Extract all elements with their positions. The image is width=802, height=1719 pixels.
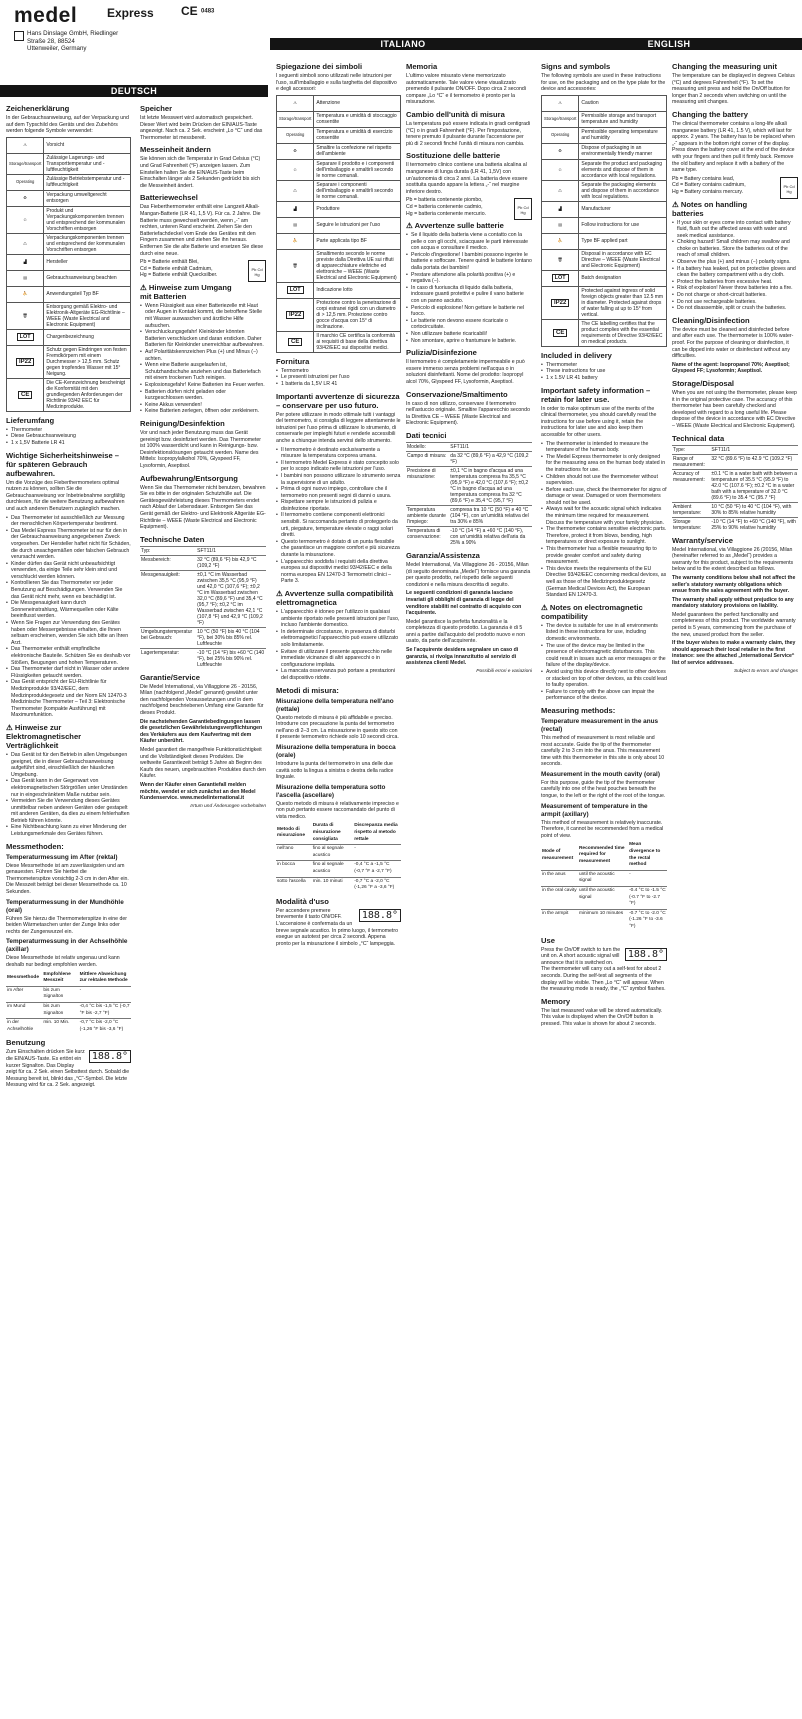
weee-bin-icon: 🗑: [277, 249, 314, 282]
table-row: Type: SFT11/1: [672, 445, 798, 454]
battery-bin-icon: Pb Cd Hg: [514, 198, 532, 220]
table-row: Temperatura di conservazione: -10 °C (14 °F) a +60 °C (140 °F), con un'umidità relativa dell'aria da 25% a 90%: [406, 526, 532, 547]
brand-logo: medel: [14, 4, 78, 27]
en-column-1: Signs and symbols The following symbols are used in these instructions for use, on the packaging and on the type plate for the device and accessories: ⚠ Caution Storage/transport Permissible storage and transport temperature and humidity Operating Permissible operating temperature and humidity ♻ Dispose of packaging in an environmentally friendly manner ♲ Separate the product and packaging elements and dispose of them in accordance with local regulations. ♺ Separate the packaging elements and dispose of them in accordance with local regulations. ▟ Manufacturer ▤ Follow instructions for use ⛹ Type BF applied part 🗑 Disposal in accordance with EC Directive – WEEE (Waste Electrical and Electronic Equipment) LOT Batch designation IP22 Protected against ingress of solid foreign objects greater than 12.5 mm in diameter. Protected against drops of water falling at up to 15° from vertical. CE The CE labelling certifies that the product complies with the essential requirements of Directive 93/42/EEC on medical products. Included in delivery • Thermometer • These instructions for use • 1 x 1.5V LR 41 battery Important safety information – retain for later use. In order to make optimum use of the merits of the clinical thermometer, you should carefully read the instructions for use before using it, retain the instructions for later use and also keep them accessible for other users. • The thermometer is intended to measure the temperature of the human body. • The Medel Express thermometer is only designed for the measuring area on the human body stated in the instructions for use. • Children should not use the thermometer without supervision. • Before each use, check the thermometer for signs of damage or wear. Damaged or worn thermometers should not be used. • Always wait for the acoustic signal which indicates the minimum time required for measurement. Discuss the temperature with your family physician. • The thermometer contains sensitive electronic parts. Therefore, protect it from blows, bending, high temperatures or direct exposure to sunlight. • This thermometer has a flexible measuring tip to provide greater comfort and safety during measurement. • This device meets the requirements of the EU Directive 93/42/EEC concerning medical devices, as well as those of the Medizinproduktegesetz (German Medical Devices Act), the European Standard EN 12470-3. ⚠ Notes on electromagnetic compatibility • The device is suitable for use in all environments listed in these instructions for use, including domestic environments. • The use of the device may be limited in the presence of electromagnetic disturbances. This could result in issues such as error messages or the failure of the display/device. • Avoid using this device directly next to other devices or stacked on top of other devices, as this could lead to faulty operation. • Failure to comply with the above can impair the performance of the device. Measuring methods: Temperature measurement in the anus (rectal) This method of measurement is most reliable and most accurate. Guide the tip of the thermometer carefully 2 to 3 cm into the anus. This measurement time with this thermometer in this site is only about 10 seconds. Measurement in the mouth cavity (oral) For this purpose, guide the tip of the thermometer carefully into one of the heat pouches beneath the tongue, to the left or the right of the root of the tongue. Measurement of temperature in the armpit (axillary) This method of measurement is relatively inaccurate. Therefore, it cannot be recommended from a medical point of view. Mode of measurement Recommended time required for measurement Mean divergence to the rectal method in the anus until the acoustic signal - in the oral cavity until the acoustic signal -0.4 °C to -1.5 °C (-0.7 °F to -2.7 °F) in the armpit minimum 10 minutes -0.7 °C to -2.0 °C (-1.26 °F to -3.6 °F) Use 188.8° Press the On/Off switch to turn the unit on. A short acoustic signal will announce that it is switched on. The thermometer will carry out a self-test for about 2 seconds. During the self-test all segments of the display will be visible. Then „Lo °C“ will appear. When the measuring mode is ready, the „°C“ symbol flashes. Memory The last measured value will be stored automatically. This value is displayed when the On/Off button is pressed. This value is shown for about 2 seconds.: [541, 58, 667, 1698]
ce-mark: CE 0483: [181, 4, 215, 18]
symbols-table: ⚠ Attenzione Storage/transport Temperatura e umidità di stoccaggio consentite Operating Temperatura e umidità di esercizio consentite ♻ Smaltire la confezione nel rispetto dell'ambiente ♲ Separare il prodotto e i componenti dell'imballaggio e smaltirli secondo le norme comunali. ♺ Separare i componenti dell'imballaggio e smaltirli secondo le norme comunali. ▟ Produttore ▤ Seguire le istruzioni per l'uso ⛹ Parte applicata tipo BF 🗑 Smaltimento secondo le norme previste dalla Direttiva UE sui rifiuti di apparecchiature elettriche ed elettroniche – WEEE (Waste Electrical and Electronic Equipment) LOT Indicazione lotto IP22 Protezione contro la penetrazione di corpi estranei rigidi con un diametro di > 12,5 mm. Protezione contro gocce d'acqua con 15° di inclinazione. CE Il marchio CE certifica la conformità ai requisiti di base della direttiva 93/42/EEC sui dispositivi medici.: [276, 95, 401, 353]
lot-icon: LOT: [542, 270, 579, 286]
symbols-table: ⚠ Caution Storage/transport Permissible storage and transport temperature and humidity Operating Permissible operating temperature and humidity ♻ Dispose of packaging in an environmentally friendly manner ♲ Separate the product and packaging elements and dispose of them in accordance with local regulations. ♺ Separate the packaging elements and dispose of them in accordance with local regulations. ▟ Manufacturer ▤ Follow instructions for use ⛹ Type BF applied part 🗑 Disposal in accordance with EC Directive – WEEE (Waste Electrical and Electronic Equipment) LOT Batch designation IP22 Protected against ingress of solid foreign objects greater than 12.5 mm in diameter. Protected against drops of water falling at up to 15° from vertical. CE The CE labelling certifies that the product complies with the essential requirements of Directive 93/42/EEC on medical products.: [541, 95, 667, 347]
measurement-table: Mode of measurement Recommended time required for measurement Mean divergence to the rectal method in the anus until the acoustic signal - in the oral cavity until the acoustic signal -0.4 °C to -1.5 °C (-0.7 °F to -2.7 °F) in the armpit minimum 10 minutes -0.7 °C to -2.0 °C (-1.26 °F to -3.6 °F): [541, 841, 667, 931]
operating-temp-icon: Operating: [277, 127, 314, 143]
lot-icon: LOT: [7, 329, 44, 345]
ip-icon: IP22: [7, 345, 44, 378]
table-row: Campo di misura: da 32 °C (89,6 °F) a 42,9 °C (109,2 °F): [406, 451, 532, 466]
table-row: Typ: SFT11/1: [140, 546, 266, 555]
factory-icon: ▟: [542, 201, 579, 217]
table-row: Messgenauigkeit: ±0,1 °C im Wasserbad zwischen 35,5 °C (95,9 °F) und 42,0 °C (107,6 °F); ±0,2 °C im Wasserbad zwischen 32,0 °C (89,6 °F) und 35,4 °C (95,7 °F); ±0,2 °C im Wasserbad zwischen 42,1 °C (107,8 °F) und 42,9 °C (109,2 °F): [140, 570, 266, 627]
ce-number: 0483: [201, 8, 215, 15]
table-row: Umgebungstemperatur bei Gebrauch: 10 °C (50 °F) bis 40 °C (104 °F), bei 30% bis 85% rel. Luftfeuchte: [140, 627, 266, 648]
tech-data-table: [406, 442, 532, 547]
packaging-icon: ♺: [542, 180, 579, 201]
table-row: nell'ano fino al segnale acustico -: [276, 845, 401, 861]
table-row: Ambient temperature: 10 °C (50 °F) to 40 °C (104 °F), with 30% to 85% relative humidity: [672, 502, 798, 517]
storage-temp-icon: Storage/transport: [277, 111, 314, 127]
book-icon: ▤: [7, 270, 44, 286]
manufacturer-icon: [14, 31, 24, 41]
recycle-icon: ♻: [7, 190, 44, 206]
sort-icon: ♲: [542, 159, 579, 180]
table-row: in the oral cavity until the acoustic signal -0.4 °C to -1.5 °C (-0.7 °F to -2.7 °F): [541, 887, 667, 910]
packaging-icon: ♺: [7, 233, 44, 254]
table-row: in the anus until the acoustic signal -: [541, 870, 667, 886]
delivery-list: • Thermometer • Diese Gebrauchsanweisung • 1 x 1,5V Batterie LR 41: [6, 427, 131, 447]
ip-icon: IP22: [542, 286, 579, 319]
battery-bin-icon: Pb Cd Hg: [780, 177, 798, 199]
lot-icon: LOT: [277, 282, 314, 298]
paragraph: In der Gebrauchsanweisung, auf der Verpackung und auf dem Typschild des Geräts und des Zubehörs werden folgende Symbole verwendet:: [6, 115, 129, 135]
ce-icon: CE: [542, 319, 579, 346]
table-row: Storage temperature: -10 °C (14 °F) to +60 °C (140 °F), with 25% to 90% relative humidity: [672, 517, 798, 532]
table-row: Messbereich: 32 °C (89,6 °F) bis 42,9 °C (109,2 °F): [140, 555, 266, 570]
ce-icon: CE: [277, 331, 314, 352]
battery-bin-icon: Pb Cd Hg: [248, 260, 266, 282]
recycle-icon: ♻: [277, 143, 314, 159]
table-row: in the armpit minimum 10 minutes -0.7 °C to -2.0 °C (-1.26 °F to -3.6 °F): [541, 909, 667, 931]
factory-icon: ▟: [277, 201, 314, 217]
table-row: Modello: SFT11/1: [406, 442, 532, 451]
tech-data-table: [140, 546, 266, 669]
ip-icon: IP22: [277, 298, 314, 331]
table-row: Lagertemperatur: -10 °C (14 °F) bis +60 °C (140 °F), bei 25% bis 90% rel. Luftfeuchte: [141, 649, 265, 668]
warning-icon: ⚠: [542, 95, 579, 111]
recycle-icon: ♻: [542, 143, 579, 159]
de-column-1: Zeichenerklärung In der Gebrauchsanweisung, auf der Verpackung und auf dem Typschild des Geräts und des Zubehörs werden folgende Symbole verwendet: ⚠ Vorsicht Storage/transport Zulässige Lagerungs- und Transporttemperatur und -luftfeuchtigkeit Operating Zulässige Betriebstemperatur und -luftfeuchtigkeit ♻ Verpackung umweltgerecht entsorgen ♲ Produkt und Verpackungskomponenten trennen und entsprechend der kommunalen Vorschriften entsorgen ♺ Verpackungskomponenten trennen und entsprechend der kommunalen Vorschriften entsorgen ▟ Hersteller ▤ Gebrauchsanweisung beachten ⛹ Anwendungsteil Typ BF 🗑 Entsorgung gemäß Elektro- und Elektronik-Altgeräte EG-Richtlinie – WEEE (Waste Electrical and Electronic Equipment) LOT Chargenbezeichnung IP22 Schutz gegen Eindringen von festen Fremdkörpern mit einem Durchmesser > 12,5 mm. Schutz gegen tropfendes Wasser mit 15° Neigung. CE Die CE-Kennzeichnung bescheinigt die Konformität mit den grundlegenden Anforderungen der Richtlinie 93/42 EEC für Medizinprodukte. Lieferumfang • Thermometer • Diese Gebrauchsanweisung • 1 x 1,5V Batterie LR 41 Wichtige Sicherheitshinweise – für späteren Gebrauch aufbewahren. Um die Vorzüge des Fieberthermometers optimal nutzen zu können, sollten Sie die Gebrauchsanweisung vor Inbetriebnahme sorgfältig durchlesen, für die weitere Benutzung aufbewahren und auch anderen Benutzern zugänglich machen. • Das Thermometer ist ausschließlich zur Messung der menschlichen Körpertemperatur bestimmt. • Das Medel Express Thermometer ist nur für den in der Gebrauchsanweisung angegebenen Zweck vorgesehen. Der Hersteller haftet nicht für Schäden, die durch unsachgemäßen oder falschen Gebrauch verursacht werden. • Kinder dürfen das Gerät nicht unbeaufsichtigt verwenden, da einige Teile sehr klein sind und verschluckt werden können. • Kontrollieren Sie das Thermometer vor jeder Benutzung auf Beschädigungen. Verwenden Sie das Gerät nicht mehr, wenn es beschädigt ist. • Die Messgenauigkeit kann durch Sonneneinstrahlung, Wärmequellen oder Kälte beeinflusst werden. • Wenn Sie Fragen zur Verwendung des Gerätes haben oder Messergebnisse erhalten, die Ihnen seltsam erscheinen, wenden Sie sich bitte an Ihren Arzt. • Das Thermometer enthält empfindliche elektronische Bauteile. Schützen Sie es deshalb vor Stößen, Beugungen und hohen Temperaturen. • Das Thermometer darf nicht in Wasser oder andere Flüssigkeiten getaucht werden. • Das Gerät entspricht der EU-Richtlinie für Medizinprodukte 93/42/EEC, dem Medizinproduktegesetz und der Norm EN 12470-3 Medizinische Thermometer – Teil 3: Elektronische Thermometer (kompakte Ausführung) mit Maximumfunktion. ⚠ Hinweise zur Elektromagnetischer Verträglichkeit • Das Gerät ist für den Betrieb in allen Umgebungen geeignet, die in dieser Gebrauchsanweisung aufgeführt sind, einschließlich der häuslichen Umgebung. • Das Gerät kann in der Gegenwart von elektromagnetischen Störgrößen unter Umständen nur in eingeschränktem Maße nutzbar sein. • Vermeiden Sie die Verwendung dieses Gerätes unmittelbar neben anderen Geräten oder gestapelt mit anderen Geräten, da dies zu einem fehlerhaften Betrieb führen könnte. • Eine Nichtbeachtung kann zu einer Minderung der Leistungsmerkmale des Gerätes führen. Messmethoden: Temperaturmessung im After (rektal) Diese Messmethode ist am zuverlässigsten und am genauesten. Führen Sie hierbei die Thermometerspitze vorsichtig 2-3 cm in den After ein. Die Messzeit beträgt bei dieser Messmethode ca. 10 Sekunden. Temperaturmessung in der Mundhöhle (oral) Führen Sie hierzu die Thermometerspitze in eine der beiden Wärmetaschen unter der Zunge links oder rechts der Zungenwurzel ein. Temperaturmessung in der Achselhöhle (axillar) Diese Messmethode ist relativ ungenau und kann deshalb nur bedingt empfohlen werden. Messmethode Empfohlene Messzeit Mittlere Abweichung zur rektalen Methode im After bis zum Signalton - im Mund bis zum Signalton -0,4 °C bis -1,5 °C (-0,7 °F bis -2,7 °F) in der Achselhöhle min. 10 Min. -0,7 °C bis -2,0 °C (-1,26 °F bis -3,6 °F) Benutzung 188.8° Zum Einschalten drücken Sie kurz die EIN/AUS-Taste. Es ertönt ein kurzer Signalton. Das Display zeigt für ca. 2 Sek. einen Selbsttest durch. Sobald die Messung bereit ist, blinkt das „°C“-Symbol. Die letzte Messung wird für ca. 2 Sek. angezeigt.: [6, 100, 131, 1700]
table-row: Range of measurement: 32 °C (89.6 °F) to 42.9 °C (109.2 °F): [672, 454, 798, 469]
warning-icon: ⚠: [7, 137, 44, 153]
manufacturer-address: Hans Dinslage GmbH, Riedlinger Straße 28, 88524 Uttenweiler, Germany: [27, 30, 119, 53]
measurement-table: Metodo di misurazione Durata di misurazione consigliata Discrepanza media rispetto al metodo rettale nell'ano fino al segnale acustico - in bocca fino al segnale acustico -0,4 °C a -1,5 °C (-0,7 °F a -2,7 °F) sotto l'ascella min. 10 minuti -0,7 °C a -2,0 °C (-1,26 °F a -3,6 °F): [276, 822, 401, 892]
safety-list: • Das Thermometer ist ausschließlich zur Messung der menschlichen Körpertemperatur bestimmt. • Das Medel Express Thermometer ist nur für den in der Gebrauchsanweisung angegebenen Zweck vorgesehen. Der Hersteller haftet nicht für Schäden, die durch unsachgemäßen oder falschen Gebrauch verursacht werden. • Kinder dürfen das Gerät nicht unbeaufsichtigt verwenden, da einige Teile sehr klein sind und verschluckt werden können. • Kontrollieren Sie das Thermometer vor jeder Benutzung auf Beschädigungen. Verwenden Sie das Gerät nicht mehr, wenn es beschädigt ist. • Die Messgenauigkeit kann durch Sonneneinstrahlung, Wärmequellen oder Kälte beeinflusst werden. • Wenn Sie Fragen zur Verwendung des Gerätes haben oder Messergebnisse erhalten, die Ihnen seltsam erscheinen, wenden Sie sich bitte an Ihren Arzt. • Das Thermometer enthält empfindliche elektronische Bauteile. Schützen Sie es deshalb vor Stößen, Beugungen und hohen Temperaturen. • Das Thermometer darf nicht in Wasser oder andere Flüssigkeiten getaucht werden. • Das Gerät entspricht der EU-Richtlinie für Medizinprodukte 93/42/EEC, dem Medizinproduktegesetz und der Norm EN 12470-3 Medizinische Thermometer – Teil 3: Elektronische Thermometer (kompakte Ausführung) mit Maximumfunktion.: [6, 515, 131, 719]
de-column-2: Speicher Ist letzte Messwert wird automatisch gespeichert. Dieser Wert wird beim Drücken der EIN/AUS-Taste angezeigt. Nach ca. 2 Sek. erscheint „Lo °C“ und das Thermometer ist messbereit. Messeinheit ändern Sie können sich die Temperatur in Grad Celsius (°C) und Grad Fahrenheit (°F) anzeigen lassen. Zum Einstellen halten Sie die EIN/AUS-Taste beim Einschalten länger als 2 Sekunden gedrückt bis sich die Messeinheit ändert. Batteriewechsel Das Fieberthermometer enthält eine Langzeit Alkali-Mangan-Batterie (LR 41, 1,5 V). Für ca. 2 Jahre. Die Batterie muss gewechselt werden, wenn „‑“ am rechten, unteren Rand erscheint. Ziehen Sie den Batteriefachdeckel vom Ende des Gerätes mit den Fingern zusammen und ziehen Sie ihn heraus. Entfernen Sie die alte Batterie und ersetzen Sie diese durch eine neue. Pb Cd Hg Pb = Batterie enthält Blei, Cd = Batterie enthält Cadmium, Hg = Batterie enthält Quecksilber. ⚠ Hinweise zum Umgang mit Batterien • Wenn Flüssigkeit aus einer Batteriezelle mit Haut oder Augen in Kontakt kommt, die betroffene Stelle mit Wasser auswaschen und ärztliche Hilfe aufsuchen. • Verschluckungsgefahr! Kleinkinder könnten Batterien verschlucken und daran ersticken. Daher Batterien für Kleinkinder unerreichbar aufbewahren. • Auf Polaritätskennzeichen Plus (+) und Minus (−) achten. • Wenn eine Batterie ausgelaufen ist, Schutzhandschuhe anziehen und das Batteriefach mit einem trockenen Tuch reinigen. • Explosionsgefahr! Keine Batterien ins Feuer werfen. • Batterien dürfen nicht geladen oder kurzgeschlossen werden. • Keine Akkus verwenden! • Keine Batterien zerlegen, öffnen oder zerkleinern. Reinigung/Desinfektion Vor und nach jeder Benutzung muss das Gerät gereinigt bzw. desinfiziert werden. Das Thermometer ist 100% wasserdicht und kann in Reinigungs- bzw. Desinfektionslösungen getaucht werden. Name des Mittels: Isopropylalkohol 70%, Glyspeed FF, Lysoformin, Aseptisol. Aufbewahrung/Entsorgung Wenn Sie das Thermometer nicht benutzen, bewahren Sie es bitte in der originalen Schutzhülle auf. Die Gerätesgewährleistung dieses Thermometers endet nach Ablauf der Lebensdauer. Entsorgen Sie das Gerät gemäß der Elektro- und Elektronik Altgeräte EG-Richtlinie – WEEE (Waste Electrical and Electronic Equipment). Technische Daten Typ: SFT11/1 Messbereich: 32 °C (89,6 °F) bis 42,9 °C (109,2 °F) Messgenauigkeit: ±0,1 °C im Wasserbad zwischen 35,5 °C (95,9 °F) und 42,0 °C (107,6 °F); ±0,2 °C im Wasserbad zwischen 32,0 °C (89,6 °F) und 35,4 °C (95,7 °F); ±0,2 °C im Wasserbad zwischen 42,1 °C (107,8 °F) und 42,9 °C (109,2 °F) Umgebungstemperatur bei Gebrauch: 10 °C (50 °F) bis 40 °C (104 °F), bei 30% bis 85% rel. Luftfeuchte Lagertemperatur: -10 °C (14 °F) bis +60 °C (140 °F), bei 25% bis 90% rel. Luftfeuchte Garantie/Service Die Medel International, via Villaggione 26 - 20156, Milan (nachfolgend „Medel“ genannt) gewährt unter den nachfolgenden Voraussetzungen und in dem nachfolgend beschriebenen Umfang eine Garantie für dieses Produkt. Die nachstehenden Garantiebedingungen lassen die gesetzlichen Gewährleistungsverpflichtungen des Verkäufers aus dem Kaufvertrag mit dem Käufer unberührt. Medel garantiert die mangelfreie Funktionstüchtigkeit und die Vollständigkeit dieses Produktes. Die weltweite Garantiezeit beträgt 5 Jahre ab Beginn des Kaufs des neuen, ungebrauchten Produktes durch den Käufer. Wenn der Käufer einen Garantiefall melden möchte, wendet er sich zunächst an den Medel Kundenservice. www.medelinternational.it Irrtum und Änderungen vorbehalten: [140, 100, 266, 1700]
bf-part-icon: ⛹: [7, 286, 44, 302]
operating-temp-icon: Operating: [7, 174, 44, 190]
sort-icon: ♲: [277, 159, 314, 180]
book-icon: ▤: [277, 217, 314, 233]
operating-temp-icon: Operating: [542, 127, 579, 143]
ce-icon: CE: [7, 378, 44, 411]
storage-temp-icon: Storage/transport: [7, 153, 44, 174]
it-column-2: Memoria L'ultimo valore misurato viene memorizzato automaticamente. Tale valore viene visualizzato premendo il pulsante ON/OFF. Dopo circa 2 secondi compare „Lo °C“ e il termometro è pronto per la misurazione. Cambio dell'unità di misura La temperatura può essere indicata in gradi centigradi (°C) o in gradi Fahrenheit (°F). Per l'impostazione, tenere premuto il pulsante durante l'accensione per più di 2 secondi finché l'unità di misura non cambia. Sostituzione delle batterie Il termometro clinico contiene una batteria alcalina al manganese di lunga durata (LR 41, 1,5V) con un'autonomia di circa 2 anni. La batteria deve essere sostituita quando appare la lettera „‑“ nel margine inferiore destro. Pb Cd Hg Pb = batteria contenente piombo, Cd = batteria contenente cadmio, Hg = batteria contenente mercurio. ⚠ Avvertenze sulle batterie • Se il liquido della batteria viene a contatto con la pelle o con gli occhi, sciacquare le parti interessate con acqua e consultare il medico. • Pericolo d'ingestione! I bambini possono ingerire le batterie e soffocare. Tenere quindi le batterie lontano dalla portata dei bambini! • Prestare attenzione alla polarità positiva (+) e negativa (−). • In caso di fuoriuscita di liquido dalla batteria, indossare guanti protettivi e pulire il vano batterie con un panno asciutto. • Pericolo di esplosione! Non gettare le batterie nel fuoco. • Le batterie non devono essere ricaricate o cortocircuitate. • Non utilizzare batterie ricaricabili! • Non smontare, aprire o frantumare le batterie. Pulizia/Disinfezione Il termometro è completamente impermeabile e può essere immerso senza problemi nell'acqua o in soluzioni disinfettanti. Nome del prodotto: Isopropyl alcol 70%, Glyspeed FF, Lysoformin, Aseptisol. Conservazione/Smaltimento In caso di non utilizzo, conservare il termometro nell'astuccio originale. Smaltire l'apparecchio secondo la Direttiva CE – WEEE (Waste Electrical and Electronic Equipment). Dati tecnici Modello: SFT11/1 Campo di misura: da 32 °C (89,6 °F) a 42,9 °C (109,2 °F) Precisione di misurazione: ±0,1 °C in bagno d'acqua ad una temperatura compresa fra 35,5 °C (95,9 °F) e 42,0 °C (107,6 °F); ±0,2 °C in bagno d'acqua ad una temperatura compresa fra 32 °C (89,6 °F) e 35,4 °C (95,7 °F) Temperatura ambiente durante l'impiego: compresa tra 10 °C (50 °F) e 40 °C (104 °F), con un'umidità relativa del tra 30% e 85% Temperatura di conservazione: -10 °C (14 °F) a +60 °C (140 °F), con un'umidità relativa dell'aria da 25% a 90% Garanzia/Assistenza Medel International, Via Villaggione 26 - 20156, Milan (di seguito denominata „Medel“) fornisce una garanzia per questo prodotto, nel rispetto delle seguenti condizioni e nella misura descritta di seguito. Le seguenti condizioni di garanzia lasciano invariati gli obblighi di garanzia di legge del venditore stabiliti nel contratto di acquisto con l'acquirente. Medel garantisce la perfetta funzionalità e la completezza di questo prodotto. La garanzia è di 5 anni a partire dall'acquisto del prodotto nuovo e non usato, da parte dell'acquirente. Se l'acquirente desidera segnalare un caso di garanzia, si rivolga innanzitutto al servizio di assistenza clienti Medel. Possibili errori e variazioni: [406, 58, 532, 1698]
measurement-table: Messmethode Empfohlene Messzeit Mittlere Abweichung zur rektalen Methode im After bis zum Signalton - im Mund bis zum Signalton -0,4 °C bis -1,5 °C (-0,7 °F bis -2,7 °F) in der Achselhöhle min. 10 Min. -0,7 °C bis -2,0 °C (-1,26 °F bis -3,6 °F): [6, 971, 131, 1035]
language-band-de: DEUTSCH: [0, 85, 268, 97]
product-name: Express: [107, 6, 154, 20]
symbols-table: ⚠ Vorsicht Storage/transport Zulässige Lagerungs- und Transporttemperatur und -luftfeuchtigkeit Operating Zulässige Betriebstemperatur und -luftfeuchtigkeit ♻ Verpackung umweltgerecht entsorgen ♲ Produkt und Verpackungskomponenten trennen und entsprechend der kommunalen Vorschriften entsorgen ♺ Verpackungskomponenten trennen und entsprechend der kommunalen Vorschriften entsorgen ▟ Hersteller ▤ Gebrauchsanweisung beachten ⛹ Anwendungsteil Typ BF 🗑 Entsorgung gemäß Elektro- und Elektronik-Altgeräte EG-Richtlinie – WEEE (Waste Electrical and Electronic Equipment) LOT Chargenbezeichnung IP22 Schutz gegen Eindringen von festen Fremdkörpern mit einem Durchmesser > 12,5 mm. Schutz gegen tropfendes Wasser mit 15° Neigung. CE Die CE-Kennzeichnung bescheinigt die Konformität mit den grundlegenden Anforderungen der Richtlinie 93/42 EEC für Medizinprodukte.: [6, 137, 131, 412]
warning-icon: ⚠: [277, 95, 314, 111]
sort-icon: ♲: [7, 206, 44, 233]
footer-note: Irrtum und Änderungen vorbehalten: [190, 803, 266, 809]
footer-note: Subject to errors and changes: [734, 668, 798, 674]
lcd-display-icon: 188.8°: [89, 1050, 131, 1063]
lcd-display-icon: 188.8°: [625, 948, 667, 961]
bf-part-icon: ⛹: [542, 233, 579, 249]
section-title: Zeichenerklärung: [6, 104, 70, 113]
table-row: Accuracy of measurement: ±0.1 °C in a water bath with between a temperature of 35.5 °C (95.9 °F) to 42.0 °C (107.6 °F); ±0.2 °C in a water bath with a temperature of 32.0 °C (89.6 °F) to 35.4 °C (95.7 °F): [673, 470, 797, 501]
table-row: Precisione di misurazione: ±0,1 °C in bagno d'acqua ad una temperatura compresa fra 35,5 °C (95,9 °F) e 42,0 °C (107,6 °F); ±0,2 °C in bagno d'acqua ad una temperatura compresa fra 32 °C (89,6 °F) e 35,4 °C (95,7 °F): [406, 466, 532, 505]
table-row: im After bis zum Signalton -: [6, 986, 131, 1002]
language-band-en: ENGLISH: [536, 38, 802, 50]
bf-part-icon: ⛹: [277, 233, 314, 249]
weee-bin-icon: 🗑: [542, 249, 579, 270]
packaging-icon: ♺: [277, 180, 314, 201]
language-band-it: ITALIANO: [270, 38, 536, 50]
lcd-display-icon: 188.8°: [359, 909, 401, 922]
table-row: in bocca fino al segnale acustico -0,4 °C a -1,5 °C (-0,7 °F a -2,7 °F): [276, 861, 401, 877]
footer-note: Possibili errori e variazioni: [476, 668, 532, 674]
table-row: im Mund bis zum Signalton -0,4 °C bis -1,5 °C (-0,7 °F bis -2,7 °F): [6, 1002, 131, 1018]
factory-icon: ▟: [7, 254, 44, 270]
weee-bin-icon: 🗑: [7, 302, 44, 329]
book-icon: ▤: [542, 217, 579, 233]
en-column-2: Changing the measuring unit The temperature can be displayed in degrees Celsius (°C) and degrees Fahrenheit (°F). To set the measuring unit press and hold the On/Off button for longer than 2 seconds when switching on until the measuring unit changes. Changing the battery The clinical thermometer contains a long-life alkali manganese battery (LR 41, 1.5 V), which will last for approx. 2 years. The battery has to be replaced when „‑“ appears in the bottom right corner of the display. Press down the battery cover at the end of the device with your fingers and then pull it firmly back. Remove the old battery and replace it with a battery of the same type. Pb Cd Hg Pb = Battery contains lead, Cd = Battery contains cadmium, Hg = Battery contains mercury. ⚠ Notes on handling batteries • If your skin or eyes come into contact with battery fluid, flush out the affected areas with water and seek medical assistance. • Choking hazard! Small children may swallow and choke on batteries. Store the batteries out of the reach of small children. • Observe the plus (+) and minus (−) polarity signs. • If a battery has leaked, put on protective gloves and clean the battery compartment with a dry cloth. • Protect the batteries from excessive heat. • Risk of explosion! Never throw batteries into a fire. • Do not charge or short-circuit batteries. • Do not use rechargeable batteries. • Do not disassemble, split or crush the batteries. Cleaning/Disinfection The device must be cleaned and disinfected before and after each use. The thermometer is 100% water-proof. For the purpose of cleaning or disinfection, it can be dipped into water or disinfectant without any difficulties. Name of the agent: Isopropanol 70%; Aseptisol; Glyspeed FF; Lysoformin; Aseptisol. Storage/Disposal When you are not using the thermometer, please keep it in the original protective case. The accuracy of this thermometer has been carefully checked and developed with regard to a long useful life. Please dispose of the device in accordance with EC Directive – WEEE (Waste Electrical and Electronic Equipment). Technical data Type: SFT11/1 Range of measurement: 32 °C (89.6 °F) to 42.9 °C (109.2 °F) Accuracy of measurement: ±0.1 °C in a water bath with between a temperature of 35.5 °C (95.9 °F) to 42.0 °C (107.6 °F); ±0.2 °C in a water bath with a temperature of 32.0 °C (89.6 °F) to 35.4 °C (95.7 °F) Ambient temperature: 10 °C (50 °F) to 40 °C (104 °F), with 30% to 85% relative humidity Storage temperature: -10 °C (14 °F) to +60 °C (140 °F), with 25% to 90% relative humidity Warranty/service Medel International, via Villaggione 26 (20156, Milan (hereinafter referred to as „Medel“) provides a warranty for this product, subject to the requirements below and to the extent described as follows. The warranty conditions below shall not affect the seller's statutory warranty obligations which ensue from the sales agreement with the buyer. The warranty shall apply without prejudice to any mandatory statutory provisions on liability. Medel guarantees the perfect functionality and completeness of this product. The worldwide warranty period is 5 years, commencing from the purchase of the new, unused product from the seller. If the buyer wishes to make a warranty claim, they should approach their local retailer in the first instance: see the attached „International Service“ list of service addresses. Subject to errors and changes: [672, 58, 798, 1698]
table-row: sotto l'ascella min. 10 minuti -0,7 °C a -2,0 °C (-1,26 °F a -3,6 °F): [276, 877, 401, 893]
table-row: in der Achselhöhle min. 10 Min. -0,7 °C bis -2,0 °C (-1,26 °F bis -3,6 °F): [6, 1019, 131, 1035]
storage-temp-icon: Storage/transport: [542, 111, 579, 127]
table-row: Temperatura ambiente durante l'impiego: compresa tra 10 °C (50 °F) e 40 °C (104 °F), con un'umidità relativa del tra 30% e 85%: [406, 505, 532, 526]
tech-data-table: [672, 445, 798, 532]
it-column-1: Spiegazione dei simboli I seguenti simboli sono utilizzati nelle istruzioni per l'uso, sull'imballaggio e sulla targhetta del dispositivo e degli accessori: ⚠ Attenzione Storage/transport Temperatura e umidità di stoccaggio consentite Operating Temperatura e umidità di esercizio consentite ♻ Smaltire la confezione nel rispetto dell'ambiente ♲ Separare il prodotto e i componenti dell'imballaggio e smaltirli secondo le norme comunali. ♺ Separare i componenti dell'imballaggio e smaltirli secondo le norme comunali. ▟ Produttore ▤ Seguire le istruzioni per l'uso ⛹ Parte applicata tipo BF 🗑 Smaltimento secondo le norme previste dalla Direttiva UE sui rifiuti di apparecchiature elettriche ed elettroniche – WEEE (Waste Electrical and Electronic Equipment) LOT Indicazione lotto IP22 Protezione contro la penetrazione di corpi estranei rigidi con un diametro di > 12,5 mm. Protezione contro gocce d'acqua con 15° di inclinazione. CE Il marchio CE certifica la conformità ai requisiti di base della direttiva 93/42/EEC sui dispositivi medici. Fornitura • Termometro • Le presenti istruzioni per l'uso • 1 batteria da 1,5V LR 41 Importanti avvertenze di sicurezza – conservare per uso futuro. Per potere utilizzare in modo ottimale tutti i vantaggi del termometro, si consiglia di leggere attentamente le istruzioni per l'uso prima di utilizzare lo strumento, di conservarle per impieghi futuri e renderle accessibili anche a chiunque intenda servirsi dello strumento. • Il termometro è destinato esclusivamente a misurare la temperatura corporea umana. • Il termometro Medel Express è stato concepito solo per lo scopo indicato nelle istruzioni per l'uso. • I bambini non possono utilizzare lo strumento senza la supervisione di un adulto. • Prima di ogni nuovo impiego, controllare che il termometro non presenti segni di danni o usura. • Rispettare sempre le istruzioni di pulizia e disinfezione riportate. • Il termometro contiene componenti elettronici sensibili. Si raccomanda pertanto di proteggerlo da urti, piegature, temperature elevate o raggi solari diretti. • Questo termometro è dotato di un punta flessibile che garantisce un maggiore comfort e più sicurezza durante la misurazione. • L'apparecchio soddisfa i requisiti della direttiva europea sui dispositivi medici 93/42/EEC e della norma europea EN 12470-3 Termometri clinici – Parte 3. ⚠ Avvertenze sulla compatibilità elettromagnetica • L'apparecchio è idoneo per l'utilizzo in qualsiasi ambiente riportato nelle presenti istruzioni per l'uso, incluso l'ambiente domestico. • In determinate circostanze, in presenza di disturbi elettromagnetici l'apparecchio può essere utilizzato solo limitatamente. • Evitare di utilizzare il presente apparecchio nelle immediate vicinanze di altri apparecchi o in configurazione impilata. • La mancata osservanza può portare a prestazioni del dispositivo ridotte. Metodi di misura: Misurazione della temperatura nell'ano (rettale) Questo metodo di misura è più affidabile e preciso. Introdurre con precauzione la punta del termometro nell'ano di 2–3 cm. La misurazione in questo sito con il presente termometro richiede solo 10 secondi circa. Misurazione della temperatura in bocca (orale) Introdurre la punta del termometro in una delle due cavità sotto la lingua a sinistra o destra della radice linguale. Misurazione della temperatura sotto l'ascella (ascellare) Questo metodo di misura è relativamente impreciso e non può pertanto essere raccomandato del punto di vista medico. Metodo di misurazione Durata di misurazione consigliata Discrepanza media rispetto al metodo rettale nell'ano fino al segnale acustico - in bocca fino al segnale acustico -0,4 °C a -1,5 °C (-0,7 °F a -2,7 °F) sotto l'ascella min. 10 minuti -0,7 °C a -2,0 °C (-1,26 °F a -3,6 °F) Modalità d'uso 188.8° Per accendere premere brevemente il tasto ON/OFF. L'accensione è confermata da un breve segnale acustico. In primo luogo, il termometro esegue un autotest per circa 2 secondi. Appena pronto per la misurazione il simbolo „°C“ lampeggia.: [276, 58, 401, 1698]
